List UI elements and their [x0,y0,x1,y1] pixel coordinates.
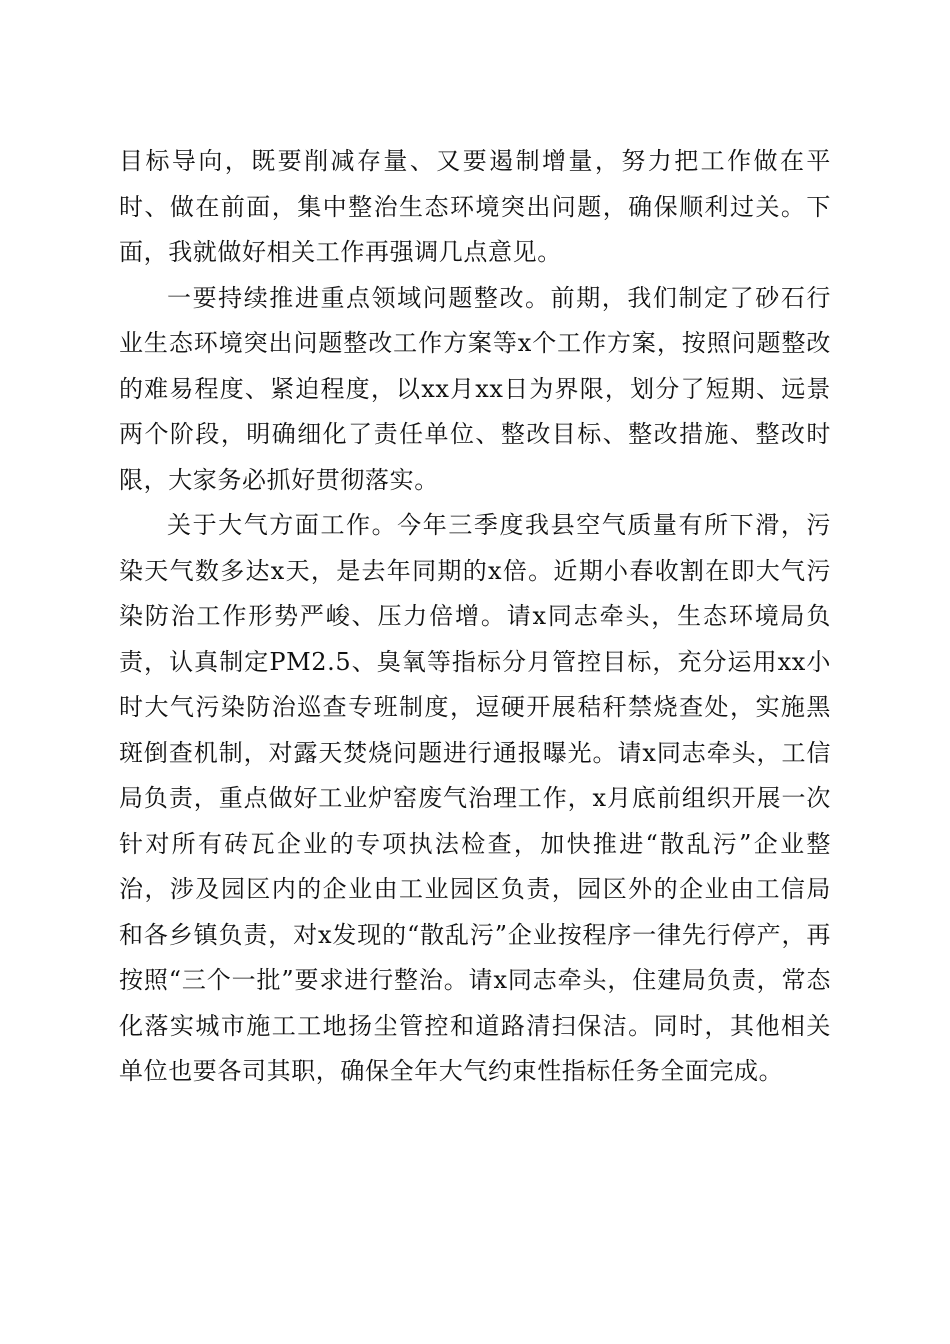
document-body [119,139,831,1095]
paragraph-air-quality-work: 关于大气方面工作。今年三季度我县空气质量有所下滑，污染天气数多达x天，是去年同期的x倍。近期小春收割在即大气污染防治工作形势严峻、压力倍增。请x同志牵头，生态环境局负责，认真制定PM2.5、臭氧等指标分月管控目标，充分运用xx小时大气污染防治巡查专班制度，逗硬开展秸秆禁烧查处，实施黑斑倒查机制，对露天焚烧问题进行通报曝光。请x同志牵头，工信局负责，重点做好工业炉窑废气治理工作，x月底前组织开展一次针对所有砖瓦企业的专项执法检查，加快推进“散乱污”企业整治，涉及园区内的企业由工业园区负责，园区外的企业由工信局和各乡镇负责，对x发现的“散乱污”企业按程序一律先行停产，再按照“三个一批”要求进行整治。请x同志牵头，住建局负责，常态化落实城市施工工地扬尘管控和道路清扫保洁。同时，其他相关单位也要各司其职，确保全年大气约束性指标任务全面完成。 [119,511,831,1085]
paragraph-key-area-rectification: 一要持续推进重点领域问题整改。前期，我们制定了砂石行业生态环境突出问题整改工作方案等x个工作方案，按照问题整改的难易程度、紧迫程度，以xx月xx日为界限，划分了短期、远景两个阶段，明确细化了责任单位、整改目标、整改措施、整改时限，大家务必抓好贯彻落实。 [119,283,831,494]
paragraph-continuation: 目标导向，既要削减存量、又要遏制增量，努力把工作做在平时、做在前面，集中整治生态环境突出问题，确保顺利过关。下面，我就做好相关工作再强调几点意见。 [119,147,831,266]
